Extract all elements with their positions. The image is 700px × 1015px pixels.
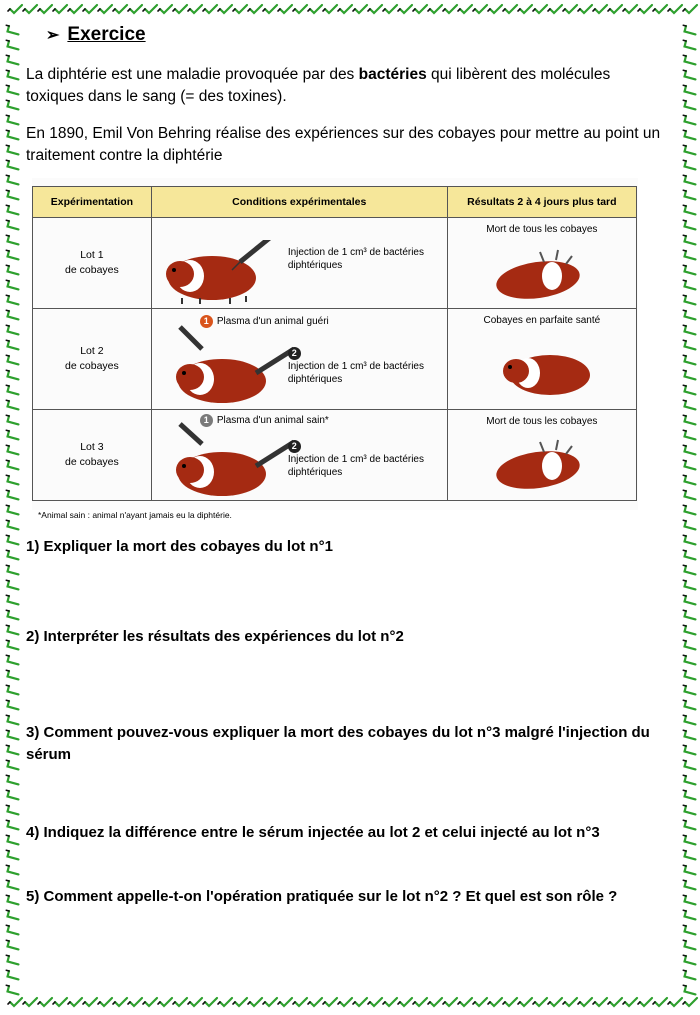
- border-tick-icon: [5, 292, 19, 308]
- border-tick-icon: [682, 457, 696, 473]
- border-tick-icon: [682, 337, 696, 353]
- border-tick-icon: [653, 5, 667, 13]
- border-tick-icon: [682, 352, 696, 368]
- border-tick-icon: [5, 112, 19, 128]
- border-tick-icon: [682, 607, 696, 623]
- border-tick-icon: [682, 307, 696, 323]
- border-tick-icon: [5, 67, 19, 83]
- result-cell: [447, 218, 636, 309]
- step-1-label: 1 Plasma d'un animal sain*: [200, 414, 329, 427]
- border-tick-icon: [338, 5, 352, 13]
- border-tick-icon: [682, 667, 696, 683]
- border-tick-icon: [23, 998, 37, 1006]
- border-tick-icon: [5, 307, 19, 323]
- border-tick-icon: [5, 382, 19, 398]
- result-cell: [447, 410, 636, 501]
- conditions-cell: [151, 218, 447, 309]
- border-tick-icon: [682, 142, 696, 158]
- guinea-pig-syringe-icon: [160, 240, 280, 306]
- step-2-badge: 2: [288, 440, 301, 453]
- border-tick-icon: [682, 517, 696, 533]
- border-tick-icon: [5, 652, 19, 668]
- border-tick-icon: [653, 998, 667, 1006]
- border-tick-icon: [682, 127, 696, 143]
- border-tick-icon: [682, 907, 696, 923]
- border-tick-icon: [293, 5, 307, 13]
- question-4: 4) Indiquez la différence entre le sérum injectée au lot 2 et celui injecté au lot n°3: [26, 824, 600, 841]
- exercise-title: [46, 24, 146, 46]
- border-tick-icon: [682, 577, 696, 593]
- border-tick-icon: [5, 817, 19, 833]
- border-tick-icon: [682, 112, 696, 128]
- border-tick-icon: [5, 157, 19, 173]
- border-tick-icon: [5, 892, 19, 908]
- border-tick-icon: [682, 862, 696, 878]
- border-tick-icon: [682, 97, 696, 113]
- border-tick-icon: [5, 757, 19, 773]
- border-tick-icon: [473, 5, 487, 13]
- border-tick-icon: [323, 5, 337, 13]
- border-tick-icon: [5, 472, 19, 488]
- exercise-title-text: Exercice: [67, 24, 146, 45]
- border-tick-icon: [682, 967, 696, 983]
- border-tick-icon: [593, 998, 607, 1006]
- border-tick-icon: [5, 502, 19, 518]
- step-1-badge: 1: [200, 414, 213, 427]
- border-tick-icon: [518, 998, 532, 1006]
- border-tick-icon: [682, 922, 696, 938]
- question-3: 3) Comment pouvez-vous expliquer la mort des cobayes du lot n°3 malgré l'injection du sérum: [26, 724, 650, 763]
- border-tick-icon: [443, 998, 457, 1006]
- border-tick-icon: [5, 877, 19, 893]
- border-tick-icon: [5, 487, 19, 503]
- border-tick-icon: [623, 5, 637, 13]
- dead-guinea-pig-icon: [490, 436, 590, 492]
- border-tick-icon: [682, 172, 696, 188]
- border-tick-icon: [383, 5, 397, 13]
- border-tick-icon: [5, 217, 19, 233]
- result-label: Cobayes en parfaite santé: [483, 315, 601, 326]
- border-tick-icon: [5, 517, 19, 533]
- border-tick-icon: [682, 847, 696, 863]
- border-tick-icon: [5, 697, 19, 713]
- border-tick-icon: [682, 652, 696, 668]
- border-tick-icon: [278, 998, 292, 1006]
- border-tick-icon: [682, 952, 696, 968]
- table-row: [33, 410, 637, 501]
- border-tick-icon: [5, 457, 19, 473]
- border-tick-icon: [5, 562, 19, 578]
- border-tick-icon: [83, 998, 97, 1006]
- border-tick-icon: [5, 322, 19, 338]
- step-2-label: 2 Injection de 1 cm³ de bactéries diphtériques: [287, 348, 424, 386]
- border-tick-icon: [173, 5, 187, 13]
- border-tick-icon: [563, 998, 577, 1006]
- border-tick-icon: [5, 427, 19, 443]
- table-row: [33, 309, 637, 410]
- border-tick-icon: [682, 292, 696, 308]
- border-tick-icon: [368, 5, 382, 13]
- border-tick-icon: [293, 998, 307, 1006]
- border-tick-icon: [5, 847, 19, 863]
- border-tick-icon: [682, 472, 696, 488]
- lot-cell: Lot 2 de cobayes: [33, 309, 152, 410]
- border-tick-icon: [128, 998, 142, 1006]
- border-tick-icon: [608, 998, 622, 1006]
- border-tick-icon: [8, 998, 22, 1006]
- border-tick-icon: [668, 5, 682, 13]
- border-tick-icon: [682, 382, 696, 398]
- border-tick-icon: [548, 5, 562, 13]
- border-tick-icon: [5, 22, 19, 38]
- border-tick-icon: [5, 727, 19, 743]
- border-tick-icon: [5, 667, 19, 683]
- border-tick-icon: [488, 5, 502, 13]
- border-tick-icon: [548, 998, 562, 1006]
- border-tick-icon: [5, 952, 19, 968]
- border-tick-icon: [413, 5, 427, 13]
- border-tick-icon: [5, 82, 19, 98]
- border-tick-icon: [5, 742, 19, 758]
- border-tick-icon: [668, 998, 682, 1006]
- border-tick-icon: [682, 247, 696, 263]
- border-tick-icon: [503, 998, 517, 1006]
- header-conditions: Conditions expérimentales: [151, 187, 447, 218]
- border-tick-icon: [5, 712, 19, 728]
- border-tick-icon: [428, 5, 442, 13]
- border-tick-icon: [8, 5, 22, 13]
- border-tick-icon: [682, 262, 696, 278]
- border-tick-icon: [473, 998, 487, 1006]
- border-tick-icon: [682, 67, 696, 83]
- border-tick-icon: [5, 442, 19, 458]
- border-tick-icon: [5, 862, 19, 878]
- border-tick-icon: [682, 37, 696, 53]
- border-tick-icon: [682, 787, 696, 803]
- border-tick-icon: [38, 998, 52, 1006]
- border-tick-icon: [353, 998, 367, 1006]
- border-tick-icon: [623, 998, 637, 1006]
- border-tick-icon: [488, 998, 502, 1006]
- border-tick-icon: [5, 367, 19, 383]
- border-tick-icon: [263, 998, 277, 1006]
- injection-label: Injection de 1 cm³ de bactéries diphtériques: [287, 247, 424, 271]
- border-tick-icon: [203, 998, 217, 1006]
- border-tick-icon: [53, 5, 67, 13]
- border-tick-icon: [5, 982, 19, 998]
- border-tick-icon: [5, 547, 19, 563]
- border-tick-icon: [682, 157, 696, 173]
- table-footnote: *Animal sain : animal n'ayant jamais eu la diphtérie.: [38, 510, 232, 520]
- border-tick-icon: [383, 998, 397, 1006]
- border-tick-icon: [5, 277, 19, 293]
- border-tick-icon: [682, 322, 696, 338]
- border-tick-icon: [68, 998, 82, 1006]
- border-tick-icon: [188, 998, 202, 1006]
- border-tick-icon: [5, 397, 19, 413]
- border-tick-icon: [398, 5, 412, 13]
- border-tick-icon: [5, 922, 19, 938]
- border-tick-icon: [5, 232, 19, 248]
- border-tick-icon: [188, 5, 202, 13]
- border-tick-icon: [5, 967, 19, 983]
- border-tick-icon: [248, 5, 262, 13]
- border-tick-icon: [98, 5, 112, 13]
- border-tick-icon: [682, 277, 696, 293]
- border-tick-icon: [458, 998, 472, 1006]
- border-tick-icon: [263, 5, 277, 13]
- step-1-label: 1 Plasma d'un animal guéri: [200, 315, 329, 328]
- border-tick-icon: [682, 772, 696, 788]
- border-tick-icon: [682, 187, 696, 203]
- border-tick-icon: [413, 998, 427, 1006]
- border-tick-icon: [5, 592, 19, 608]
- header-results: Résultats 2 à 4 jours plus tard: [447, 187, 636, 218]
- border-tick-icon: [233, 998, 247, 1006]
- border-tick-icon: [682, 217, 696, 233]
- border-tick-icon: [443, 5, 457, 13]
- border-tick-icon: [5, 412, 19, 428]
- border-tick-icon: [638, 998, 652, 1006]
- border-tick-icon: [23, 5, 37, 13]
- border-tick-icon: [308, 998, 322, 1006]
- border-tick-icon: [682, 802, 696, 818]
- result-label: Mort de tous les cobayes: [486, 224, 598, 235]
- border-tick-icon: [682, 592, 696, 608]
- border-tick-icon: [323, 998, 337, 1006]
- border-tick-icon: [308, 5, 322, 13]
- border-tick-icon: [5, 577, 19, 593]
- result-label: Mort de tous les cobayes: [486, 416, 598, 427]
- border-tick-icon: [682, 412, 696, 428]
- step-2-label: 2 Injection de 1 cm³ de bactéries diphtériques: [287, 441, 424, 479]
- border-tick-icon: [5, 187, 19, 203]
- border-tick-icon: [338, 998, 352, 1006]
- border-tick-icon: [682, 682, 696, 698]
- conditions-cell: [151, 410, 447, 501]
- border-tick-icon: [353, 5, 367, 13]
- border-tick-icon: [428, 998, 442, 1006]
- border-tick-icon: [233, 5, 247, 13]
- border-tick-icon: [143, 998, 157, 1006]
- border-tick-icon: [5, 247, 19, 263]
- step-2-badge: 2: [288, 347, 301, 360]
- border-tick-icon: [5, 682, 19, 698]
- border-tick-icon: [682, 502, 696, 518]
- question-1: 1) Expliquer la mort des cobayes du lot n°1: [26, 538, 333, 555]
- intro-paragraph-1: La diphtérie est une maladie provoquée par des bactéries qui libèrent des molécules toxiques dans le sang (= des toxines).: [26, 66, 611, 105]
- border-tick-icon: [638, 5, 652, 13]
- border-tick-icon: [682, 202, 696, 218]
- border-tick-icon: [218, 5, 232, 13]
- border-tick-icon: [682, 367, 696, 383]
- border-tick-icon: [682, 487, 696, 503]
- border-tick-icon: [682, 397, 696, 413]
- border-tick-icon: [5, 172, 19, 188]
- border-tick-icon: [533, 998, 547, 1006]
- result-cell: [447, 309, 636, 410]
- border-tick-icon: [578, 5, 592, 13]
- question-2: 2) Interpréter les résultats des expériences du lot n°2: [26, 628, 404, 645]
- step-1-badge: 1: [200, 315, 213, 328]
- border-tick-icon: [5, 337, 19, 353]
- guinea-pig-two-syringes-icon: [160, 420, 300, 500]
- border-tick-icon: [5, 907, 19, 923]
- border-tick-icon: [533, 5, 547, 13]
- border-tick-icon: [5, 52, 19, 68]
- border-tick-icon: [458, 5, 472, 13]
- border-tick-icon: [683, 998, 697, 1006]
- border-tick-icon: [113, 5, 127, 13]
- border-tick-icon: [278, 5, 292, 13]
- border-tick-icon: [563, 5, 577, 13]
- border-tick-icon: [682, 22, 696, 38]
- border-tick-icon: [158, 998, 172, 1006]
- border-tick-icon: [5, 37, 19, 53]
- border-tick-icon: [682, 82, 696, 98]
- table-row: [33, 218, 637, 309]
- border-tick-icon: [5, 772, 19, 788]
- question-5: 5) Comment appelle-t-on l'opération pratiquée sur le lot n°2 ? Et quel est son rôle ?: [26, 888, 618, 905]
- border-tick-icon: [5, 802, 19, 818]
- border-tick-icon: [203, 5, 217, 13]
- border-tick-icon: [368, 998, 382, 1006]
- border-tick-icon: [68, 5, 82, 13]
- healthy-guinea-pig-icon: [494, 341, 594, 401]
- border-tick-icon: [83, 5, 97, 13]
- border-tick-icon: [398, 998, 412, 1006]
- intro-paragraph-2: En 1890, Emil Von Behring réalise des expériences sur des cobayes pour mettre au point un traitement contre la diphtérie: [26, 125, 661, 164]
- border-tick-icon: [5, 202, 19, 218]
- border-tick-icon: [5, 142, 19, 158]
- border-tick-icon: [682, 52, 696, 68]
- guinea-pig-two-syringes-icon: [160, 323, 300, 409]
- border-tick-icon: [128, 5, 142, 13]
- border-tick-icon: [5, 97, 19, 113]
- border-tick-icon: [608, 5, 622, 13]
- border-tick-icon: [98, 998, 112, 1006]
- border-tick-icon: [682, 697, 696, 713]
- border-tick-icon: [5, 607, 19, 623]
- border-tick-icon: [682, 562, 696, 578]
- border-tick-icon: [5, 937, 19, 953]
- bacteria-keyword: bactéries: [358, 66, 427, 83]
- conditions-cell: [151, 309, 447, 410]
- border-tick-icon: [5, 832, 19, 848]
- border-tick-icon: [5, 622, 19, 638]
- border-tick-icon: [5, 787, 19, 803]
- border-tick-icon: [683, 5, 697, 13]
- header-experimentation: Expérimentation: [33, 187, 152, 218]
- border-tick-icon: [5, 262, 19, 278]
- border-tick-icon: [578, 998, 592, 1006]
- border-tick-icon: [518, 5, 532, 13]
- experiment-table: [32, 186, 637, 501]
- border-tick-icon: [5, 532, 19, 548]
- border-tick-icon: [218, 998, 232, 1006]
- border-tick-icon: [158, 5, 172, 13]
- border-tick-icon: [38, 5, 52, 13]
- experiment-figure: [32, 178, 638, 520]
- dead-guinea-pig-icon: [490, 246, 590, 302]
- arrow-bullet-icon: ➢: [46, 27, 60, 44]
- border-tick-icon: [248, 998, 262, 1006]
- border-tick-icon: [173, 998, 187, 1006]
- border-tick-icon: [5, 127, 19, 143]
- border-tick-icon: [593, 5, 607, 13]
- border-tick-icon: [682, 232, 696, 248]
- lot-cell: Lot 1 de cobayes: [33, 218, 152, 309]
- border-tick-icon: [5, 352, 19, 368]
- border-tick-icon: [503, 5, 517, 13]
- border-tick-icon: [53, 998, 67, 1006]
- border-tick-icon: [682, 982, 696, 998]
- border-tick-icon: [682, 427, 696, 443]
- border-tick-icon: [682, 442, 696, 458]
- border-tick-icon: [5, 637, 19, 653]
- lot-cell: Lot 3 de cobayes: [33, 410, 152, 501]
- border-tick-icon: [682, 937, 696, 953]
- border-tick-icon: [143, 5, 157, 13]
- border-tick-icon: [113, 998, 127, 1006]
